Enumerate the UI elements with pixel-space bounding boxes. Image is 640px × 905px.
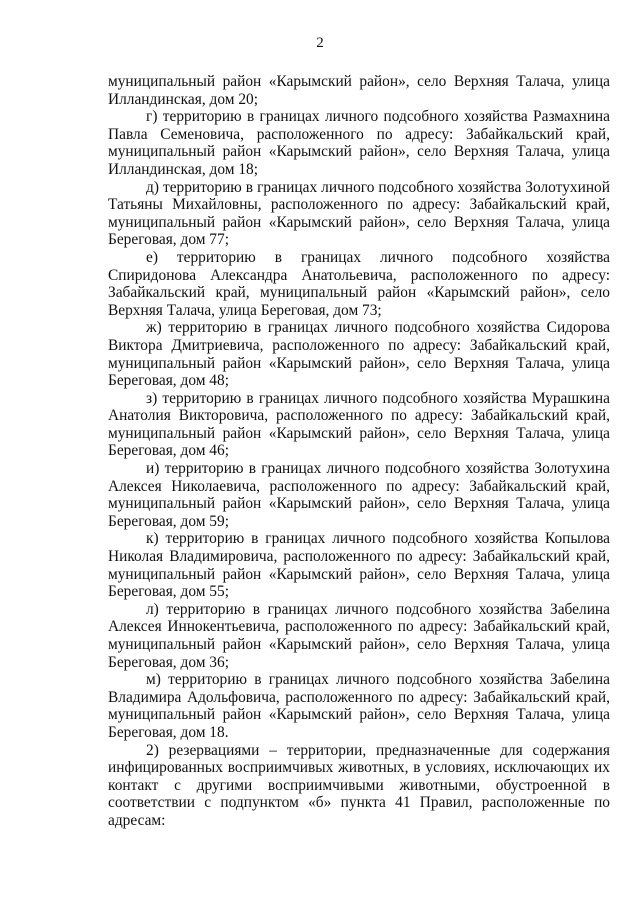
paragraph-item-k: к) территорию в границах личного подсобного хозяйства Копылова Николая Владимировича, расположенного по адресу: Забайкальский край, муниципальный район «Карымский район», село Верхняя Талача, улица Береговая, дом 55; bbox=[108, 530, 610, 601]
paragraph-item-m: м) территорию в границах личного подсобного хозяйства Забелина Владимира Адольфовича, расположенного по адресу: Забайкальский край, муниципальный район «Карымский район», село Верхняя Талача, улица Береговая, дом 18. bbox=[108, 671, 610, 741]
document-body bbox=[108, 73, 610, 830]
paragraph-item-zh: ж) территорию в границах личного подсобного хозяйства Сидорова Виктора Дмитриевича, расположенного по адресу: Забайкальский край, муниципальный район «Карымский район», село Верхняя Талача, улица Береговая, дом 48; bbox=[108, 319, 610, 390]
paragraph-item-g: г) территорию в границах личного подсобного хозяйства Размахнина Павла Семеновича, расположенного по адресу: Забайкальский край, муниципальный район «Карымский район», село Верхняя Талача, улица Илландинская, дом 18; bbox=[108, 108, 610, 178]
paragraph-item-d: д) территорию в границах личного подсобного хозяйства Золотухиной Татьяны Михайловны, расположенного по адресу: Забайкальский край, муниципальный район «Карымский район», село Верхняя Талача, улица Береговая, дом 77; bbox=[108, 178, 610, 249]
paragraph-item-i: и) территорию в границах личного подсобного хозяйства Золотухина Алексея Николаевича, расположенного по адресу: Забайкальский край, муниципальный район «Карымский район», село Верхняя Талача, улица Береговая, дом 59; bbox=[108, 460, 610, 530]
paragraph-item-e: е) территорию в границах личного подсобного хозяйства Спиридонова Александра Анатольевича, расположенного по адресу: Забайкальский край, муниципальный район «Карымский район», село Верхняя Талача, улица Береговая, дом 73; bbox=[108, 248, 610, 319]
paragraph-item-l: л) территорию в границах личного подсобного хозяйства Забелина Алексея Иннокентьевича, расположенного по адресу: Забайкальский край, муниципальный район «Карымский район», село Верхняя Талача, улица Береговая, дом 36; bbox=[108, 600, 610, 671]
page-number: 2 bbox=[316, 35, 324, 51]
paragraph-continuation: муниципальный район «Карымский район», село Верхняя Талача, улица Илландинская, дом 20; bbox=[108, 73, 610, 108]
paragraph-section-2: 2) резервациями – территории, предназначенные для содержания инфицированных восприимчивых животных, в условиях, исключающих их контакт с другими восприимчивыми животными, обустроенной в соответствии с подпунктом «б» пункта 41 Правил, расположенные по адресам: bbox=[108, 741, 610, 829]
paragraph-item-z: з) территорию в границах личного подсобного хозяйства Мурашкина Анатолия Викторовича, расположенного по адресу: Забайкальский край, муниципальный район «Карымский район», село Верхняя Талача, улица Береговая, дом 46; bbox=[108, 389, 610, 460]
